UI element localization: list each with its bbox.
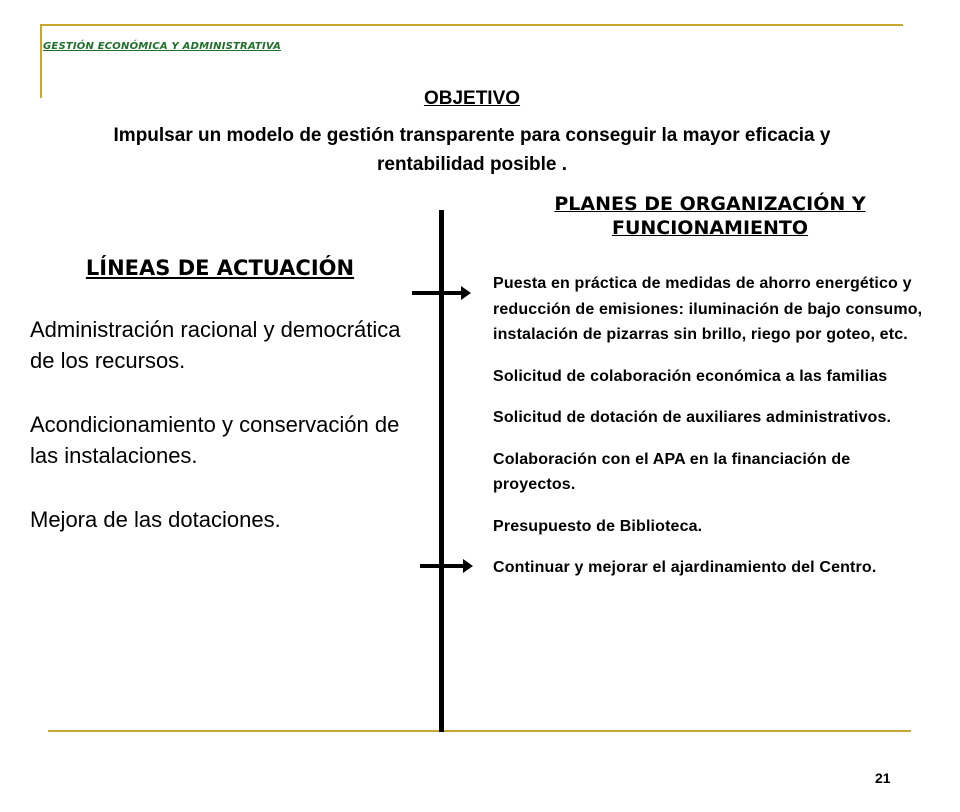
plans-heading: PLANES DE ORGANIZACIÓN Y FUNCIONAMIENTO bbox=[554, 193, 866, 239]
objective-title: OBJETIVO bbox=[423, 88, 521, 109]
list-item: Solicitud de dotación de auxiliares administrativos. bbox=[493, 409, 892, 426]
list-item: Presupuesto de Biblioteca. bbox=[493, 517, 703, 535]
arrow-right-icon bbox=[412, 291, 462, 295]
top-rule bbox=[40, 24, 903, 26]
list-item: Continuar y mejorar el ajardinamiento del Centro. bbox=[493, 559, 877, 576]
list-item: Solicitud de colaboración económica a las familias bbox=[493, 367, 888, 385]
list-item: Mejora de las dotaciones. bbox=[30, 507, 281, 532]
list-item: Administración racional y democrática de los recursos. bbox=[30, 317, 401, 373]
section-label: GESTIÓN ECONÓMICA Y ADMINISTRATIVA bbox=[43, 41, 282, 52]
bottom-rule bbox=[48, 730, 911, 732]
vertical-divider bbox=[439, 210, 444, 732]
left-rule bbox=[40, 24, 42, 98]
list-item: Acondicionamiento y conservación de las instalaciones. bbox=[30, 412, 400, 468]
lines-of-action-heading: LÍNEAS DE ACTUACIÓN bbox=[85, 256, 355, 280]
arrow-right-icon bbox=[420, 564, 464, 568]
lines-of-action-list bbox=[30, 315, 430, 570]
list-item: Puesta en práctica de medidas de ahorro energético y reducción de emisiones: iluminación de bajo consumo, instalación de pizarras sin brillo, riego por goteo, etc. bbox=[493, 275, 923, 343]
objective-text: Impulsar un modelo de gestión transparente para conseguir la mayor eficacia y rentabilidad posible . bbox=[113, 125, 831, 175]
page-number: 21 bbox=[875, 770, 891, 786]
plans-list bbox=[493, 271, 933, 597]
list-item: Colaboración con el APA en la financiación de proyectos. bbox=[493, 450, 851, 493]
